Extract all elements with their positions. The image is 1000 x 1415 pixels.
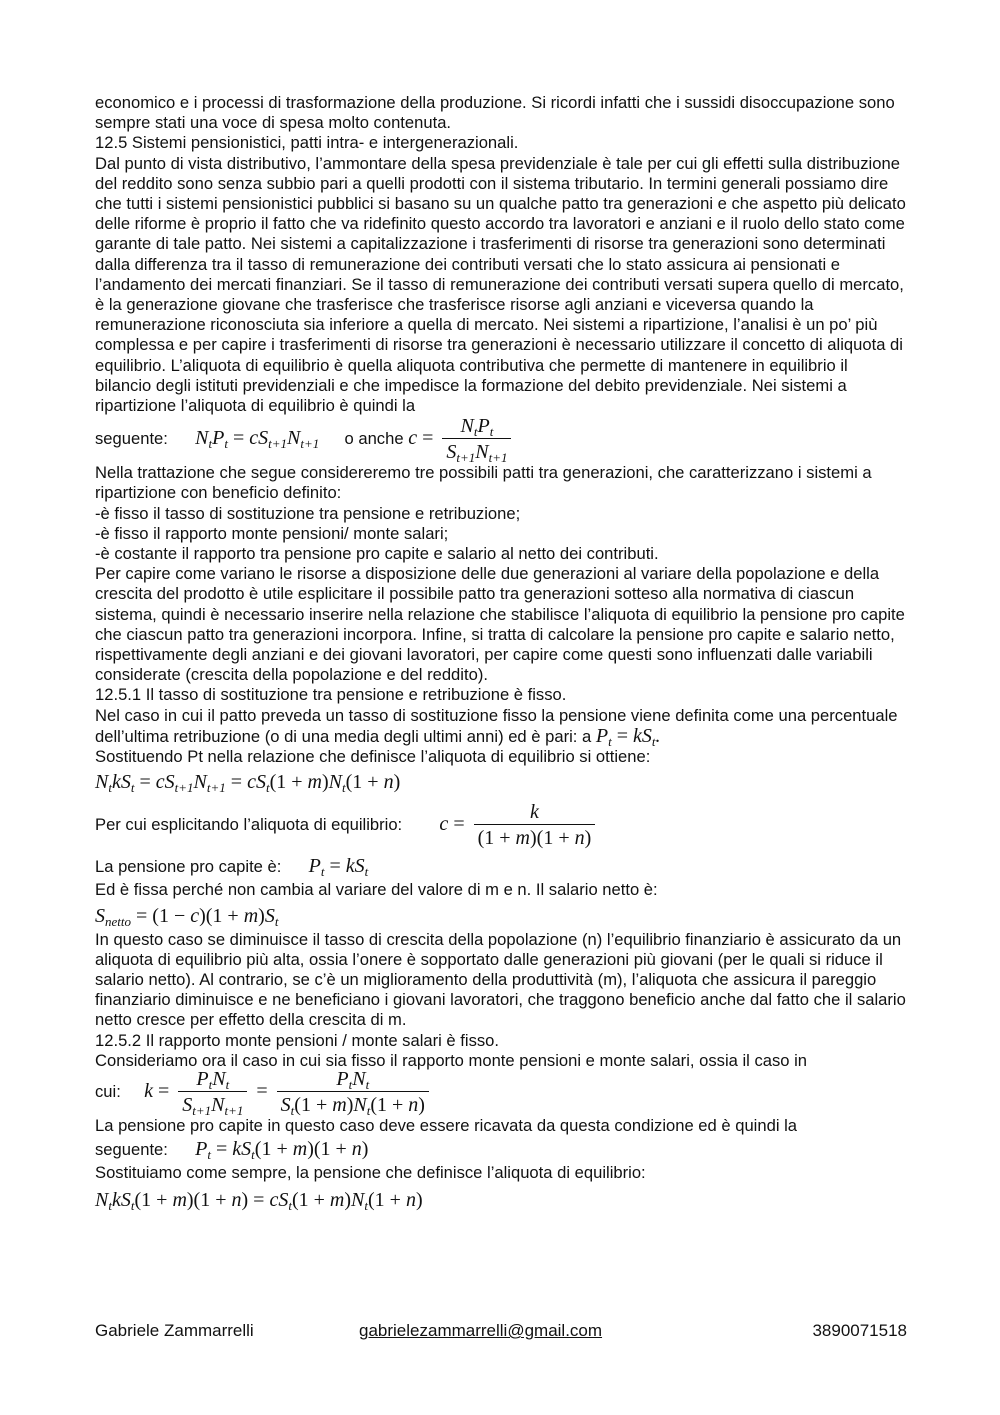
- document-body: [95, 93, 907, 1214]
- paragraph: Per capire come variano le risorse a disposizione delle due generazioni al variare della popolazione e della crescita del prodotto è utile esplicitare il possibile patto tra generazioni sotteso alla normativa di ciascun sistema, quindi è necessario inserire nella relazione che stabilisce l’aliquota di equilibrio la pensione pro capite che ciascun patto tra generazioni incorpora. Infine, si tratta di calcolare la pensione pro capite e salario netto, rispettivamente degli anziani e dei giovani lavoratori, per capire come questi sono influenzati dalle variabili considerate (crescita della popolazione e del reddito).: [95, 564, 905, 685]
- equation-lead-text: cui:: [95, 1082, 121, 1102]
- paragraph: Ed è fissa perché non cambia al variare del valore di m e n. Il salario netto è:: [95, 880, 658, 900]
- paragraph: In questo caso se diminuisce il tasso di crescita della popolazione (n) l’equilibrio finanziario è assicurato da un aliquota di equilibrio più alta, ossia l’onere è sopportato dalle generazioni più giovani (per le quali si riduce il salario netto). Al contrario, se c’è un miglioramento della produttività (m), l’aliquota che assicura il pareggio finanziario diminuisce e ne beneficiano i giovani lavoratori, che traggono beneficio anche dal fatto che il salario netto cresce per effetto della crescita di m.: [95, 929, 906, 1030]
- equation-pension-definition: $P_t = kS_t$.: [595, 724, 661, 749]
- list-item: -è costante il rapporto tra pensione pro capite e salario al netto dei contributi.: [95, 544, 659, 564]
- equation-line-equilibrium: [95, 414, 907, 465]
- author-name: Gabriele Zammarrelli: [95, 1321, 254, 1340]
- equation-pension-ratio: $P_t = kS_t(1 + m)(1 + n)$: [195, 1138, 369, 1163]
- paragraph: Consideriamo ora il caso in cui sia fisso il rapporto monte pensioni e monte salari, ossia il caso in: [95, 1050, 808, 1070]
- author-phone: 3890071518: [812, 1321, 907, 1340]
- section-heading: 12.5.2 Il rapporto monte pensioni / monte salari è fisso.: [95, 1030, 500, 1050]
- equation-substitution: $N_tkS_t = cS_{t+1}N_{t+1} = cS_t(1 + m)N_t(1 + n)$: [95, 771, 401, 796]
- equation-line-ratio: [95, 1067, 907, 1118]
- equation-lead-text: Per cui esplicitando l’aliquota di equilibrio:: [95, 815, 403, 835]
- equation-aliquota: c = $\frac{k}{(1 + m)(1 + n)}$: [439, 813, 599, 835]
- page-footer: [95, 1321, 907, 1345]
- equation-final-substitution: $N_tkS_t(1 + m)(1 + n) = cS_t(1 + m)N_t(1 + n)$: [95, 1189, 423, 1214]
- paragraph: Dal punto di vista distributivo, l’ammontare della spesa previdenziale è tale per cui gli effetti sulla distribuzione del reddito sono senza subbio pari a quelli prodotti con il sistema tributario. In termini generali possiamo dire che tutti i sistemi pensionistici pubblici si basano su un qualche patto tra generazioni e che aspetto più delicato delle riforme è proprio il fatto che va ridefinito questo accordo tra lavoratori e anziani e il ruolo dello stato come garante di tale patto. Nei sistemi a capitalizzazione i trasferimenti di risorse tra generazioni sono determinati dalla differenza tra il tasso di remunerazione dei contributi versati che lo stato assicura ai pensionati e l’andamento dei mercati finanziari. Se il tasso di remunerazione dei contributi versati supera quello di mercato, è la generazione giovane che trasferisce che trasferisce risorse agli anziani e viceversa quando la remunerazione riconosciuta sia inferiore a quella di mercato. Nei sistemi a ripartizione, l’analisi è un po’ più complessa e per capire i trasferimenti di risorse tra generazioni è necessario utilizzare il concetto di aliquota di equilibrio. L’aliquota di equilibrio è quella aliquota contributiva che permette di mantenere in equilibrio il bilancio degli istituti previdenziali e che impedisce la formazione del debito previdenziale. Nei sistemi a ripartizione l’aliquota di equilibrio è quindi la: [95, 153, 906, 416]
- equation-net-salary: $S_{netto} = (1 - c)(1 + m)S_t$: [95, 904, 279, 929]
- equation-lead-text: La pensione pro capite è:: [95, 857, 282, 877]
- list-item: -è fisso il rapporto monte pensioni/ monte salari;: [95, 523, 449, 543]
- paragraph: La pensione pro capite in questo caso deve essere ricavata da questa condizione ed è quindi la: [95, 1115, 798, 1135]
- equation-ratio: k = $\frac{P_tN_t}{S_{t+1}N_{t+1}}$ = $\frac{P_tN_t}{S_t(1 + m)N_t(1 + n)}$: [144, 1080, 433, 1102]
- author-email-link[interactable]: gabrielezammarrelli@gmail.com: [359, 1321, 603, 1340]
- equation-line-aliquota: [95, 800, 907, 851]
- equation-line-pension-ratio: [95, 1136, 907, 1163]
- paragraph: Sostituiamo come sempre, la pensione che definisce l’aliquota di equilibrio:: [95, 1163, 646, 1183]
- list-item: -è fisso il tasso di sostituzione tra pensione e retribuzione;: [95, 503, 521, 523]
- equation-lead-text: seguente:: [95, 1140, 168, 1160]
- paragraph: Sostituendo Pt nella relazione che definisce l’aliquota di equilibrio si ottiene:: [95, 747, 651, 767]
- equation-equilibrium: $N_tP_t = cS_{t+1}N_{t+1}$: [195, 427, 320, 452]
- equation-lead-text: seguente:: [95, 429, 168, 449]
- paragraph: [95, 706, 907, 747]
- equation-pension: $P_t = kS_t$: [308, 855, 369, 880]
- paragraph: economico e i processi di trasformazione della produzione. Si ricordi infatti che i sussidi disoccupazione sono sempre stati una voce di spesa molto contenuta.: [95, 93, 895, 133]
- equation-equilibrium-fraction: c = $\frac{N_tP_t}{S_{t+1}N_{t+1}}$: [408, 427, 515, 449]
- paragraph-text: Nel caso in cui il patto preveda un tasso di sostituzione fisso la pensione viene definita come una percentuale dell’ultima retribuzione (o di una media degli ultimi anni) ed è pari: a: [95, 705, 898, 746]
- section-heading: 12.5.1 Il tasso di sostituzione tra pensione e retribuzione è fisso.: [95, 685, 567, 705]
- paragraph: Nella trattazione che segue considereremo tre possibili patti tra generazioni, che caratterizzano i sistemi a ripartizione con beneficio definito:: [95, 463, 872, 503]
- equation-line-pension: [95, 853, 907, 880]
- equation-connector-text: o anche: [344, 429, 404, 449]
- section-heading: 12.5 Sistemi pensionistici, patti intra- e intergenerazionali.: [95, 133, 519, 153]
